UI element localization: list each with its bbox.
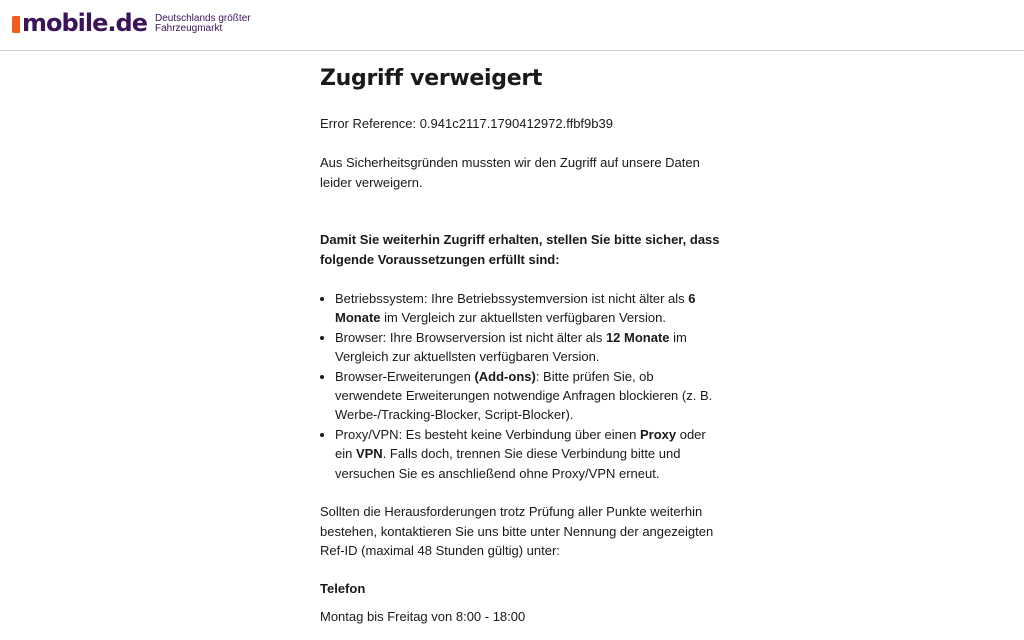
browser-bold: 12 Monate	[605, 329, 670, 345]
list-item-extensions	[335, 367, 720, 425]
list-item-os	[335, 289, 720, 328]
os-text-2: im Vergleich zur aktuellsten verfügbaren Version.	[380, 310, 666, 326]
logo-wordmark: mobile.de	[22, 9, 147, 37]
proxy-bold: Proxy	[639, 426, 677, 442]
proxy-text-1: Proxy/VPN: Es besteht keine Verbindung über einen	[335, 426, 640, 442]
page-title: Zugriff verweigert	[320, 66, 543, 91]
browser-text-1: Browser: Ihre Browserversion ist nicht älter als	[335, 329, 606, 345]
intro-text: Aus Sicherheitsgründen mussten wir den Zugriff auf unsere Daten leider verweigern.	[320, 155, 700, 190]
site-header	[0, 0, 1024, 51]
phone-hours: Montag bis Freitag von 8:00 - 18:00	[320, 608, 526, 624]
main-content	[320, 64, 720, 626]
requirements-heading: Damit Sie weiterhin Zugriff erhalten, stellen Sie bitte sicher, dass folgende Voraussetzungen erfüllt sind:	[320, 232, 720, 267]
proxy-text-3: . Falls doch, trennen Sie diese Verbindung bitte und versuchen Sie es anschließend ohne Proxy/VPN erneut.	[335, 446, 681, 481]
extensions-text-1: Browser-Erweiterungen	[335, 368, 475, 384]
requirements-list	[320, 289, 720, 483]
tagline-line-1: Deutschlands größter	[154, 13, 251, 24]
error-reference: Error Reference: 0.941c2117.1790412972.ffbf9b39	[320, 116, 613, 131]
extensions-text-2: : Bitte prüfen Sie, ob verwendete Erweiterungen notwendige Anfragen blockieren (z. B. Werbe-/Tracking-Blocker, Script-Blocker).	[335, 368, 713, 423]
os-bold: 6 Monate	[335, 291, 696, 326]
os-text-1: Betriebssystem: Ihre Betriebssystemversion ist nicht älter als	[335, 291, 689, 307]
list-item-browser	[335, 328, 720, 367]
list-item-proxy	[335, 425, 720, 483]
logo-mark-icon	[12, 16, 20, 33]
browser-text-2: im Vergleich zur aktuellsten verfügbaren Version.	[335, 329, 687, 365]
vpn-bold: VPN	[355, 446, 383, 462]
mobile-de-logo[interactable]	[12, 9, 251, 37]
tagline-line-2: Fahrzeugmarkt	[154, 23, 223, 34]
logo-tagline	[155, 14, 251, 34]
extensions-bold: (Add-ons)	[474, 368, 536, 384]
outro-text: Sollten die Herausforderungen trotz Prüfung aller Punkte weiterhin bestehen, kontaktieren Sie uns bitte unter Nennung der angezeigten Ref-ID (maximal 48 Stunden gültig) unter:	[320, 504, 714, 558]
phone-label: Telefon	[320, 581, 366, 597]
proxy-text-2: oder ein	[335, 426, 706, 462]
